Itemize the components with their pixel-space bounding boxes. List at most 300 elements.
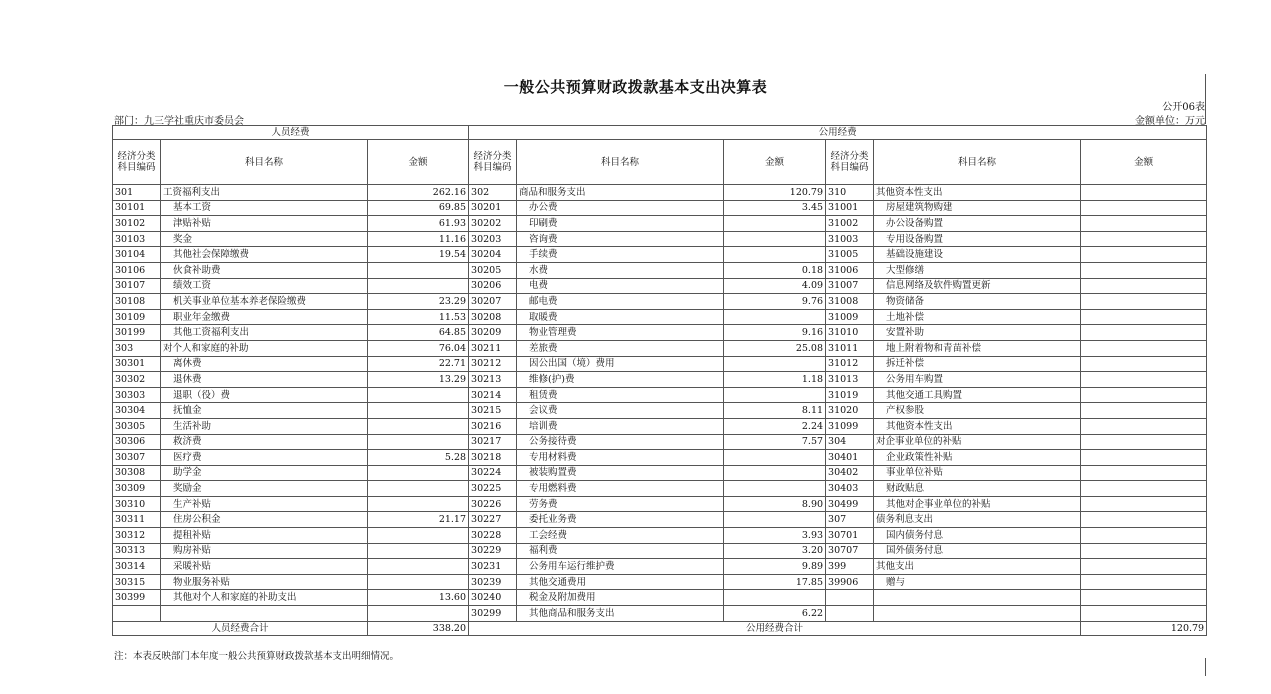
amount-cell: 9.76 [724, 294, 826, 310]
economic-code-cell: 30226 [469, 496, 517, 512]
economic-code-cell: 30229 [469, 543, 517, 559]
economic-code-cell: 30206 [469, 278, 517, 294]
amount-cell: 9.16 [724, 325, 826, 341]
item-name-cell: 物业服务补贴 [161, 574, 368, 590]
item-name-cell: 手续费 [517, 247, 724, 263]
economic-code-cell: 30306 [113, 434, 161, 450]
economic-code-cell: 30218 [469, 450, 517, 466]
item-name-cell: 企业政策性补贴 [874, 450, 1081, 466]
economic-code-cell: 31001 [826, 200, 874, 216]
amount-cell [1081, 372, 1207, 388]
economic-code-cell: 30302 [113, 372, 161, 388]
amount-cell: 76.04 [368, 340, 469, 356]
economic-code-cell: 31020 [826, 403, 874, 419]
table-row [113, 403, 1207, 419]
expenditure-table [112, 125, 1207, 636]
amount-cell: 2.24 [724, 418, 826, 434]
item-name-cell: 职业年金缴费 [161, 309, 368, 325]
item-name-cell: 印刷费 [517, 216, 724, 232]
economic-code-cell: 31006 [826, 262, 874, 278]
economic-code-cell: 30499 [826, 496, 874, 512]
economic-code-cell: 30403 [826, 481, 874, 497]
economic-code-cell: 30212 [469, 356, 517, 372]
amount-cell [724, 231, 826, 247]
amount-cell [1081, 418, 1207, 434]
amount-cell [368, 528, 469, 544]
economic-code-cell: 31010 [826, 325, 874, 341]
economic-code-cell: 30106 [113, 262, 161, 278]
item-name-cell: 物业管理费 [517, 325, 724, 341]
item-name-cell: 地上附着物和青苗补偿 [874, 340, 1081, 356]
amount-cell: 64.85 [368, 325, 469, 341]
col-header-code: 经济分类科目编码 [113, 140, 161, 185]
amount-cell [1081, 309, 1207, 325]
amount-cell [1081, 606, 1207, 622]
economic-code-cell: 30207 [469, 294, 517, 310]
amount-cell [368, 574, 469, 590]
table-row [113, 528, 1207, 544]
amount-cell: 262.16 [368, 185, 469, 201]
economic-code-cell: 30214 [469, 387, 517, 403]
amount-cell [1081, 247, 1207, 263]
economic-code-cell: 31011 [826, 340, 874, 356]
item-name-cell: 安置补助 [874, 325, 1081, 341]
amount-cell: 1.18 [724, 372, 826, 388]
personnel-total-amount: 338.20 [368, 621, 469, 635]
item-name-cell: 因公出国（境）费用 [517, 356, 724, 372]
item-name-cell: 基础设施建设 [874, 247, 1081, 263]
amount-cell [1081, 434, 1207, 450]
amount-cell: 17.85 [724, 574, 826, 590]
table-row [113, 590, 1207, 606]
item-name-cell: 救济费 [161, 434, 368, 450]
item-name-cell: 土地补偿 [874, 309, 1081, 325]
economic-code-cell: 30205 [469, 262, 517, 278]
table-row [113, 372, 1207, 388]
amount-cell [724, 590, 826, 606]
item-name-cell: 津贴补贴 [161, 216, 368, 232]
item-name-cell: 其他工资福利支出 [161, 325, 368, 341]
item-name-cell: 办公设备购置 [874, 216, 1081, 232]
item-name-cell: 机关事业单位基本养老保险缴费 [161, 294, 368, 310]
amount-cell: 3.20 [724, 543, 826, 559]
amount-cell: 69.85 [368, 200, 469, 216]
item-name-cell: 基本工资 [161, 200, 368, 216]
economic-code-cell: 31003 [826, 231, 874, 247]
economic-code-cell: 302 [469, 185, 517, 201]
item-name-cell: 提租补贴 [161, 528, 368, 544]
amount-cell [1081, 262, 1207, 278]
economic-code-cell: 30303 [113, 387, 161, 403]
form-number: 公开06表 [1162, 102, 1205, 113]
amount-cell [724, 512, 826, 528]
table-row [113, 216, 1207, 232]
page-title: 一般公共预算财政拨款基本支出决算表 [503, 78, 768, 96]
item-name-cell: 培训费 [517, 418, 724, 434]
amount-cell: 11.53 [368, 309, 469, 325]
economic-code-cell: 30299 [469, 606, 517, 622]
amount-cell [368, 262, 469, 278]
item-name-cell: 其他资本性支出 [874, 418, 1081, 434]
economic-code-cell: 30201 [469, 200, 517, 216]
amount-cell [1081, 465, 1207, 481]
amount-cell [368, 434, 469, 450]
amount-cell [724, 450, 826, 466]
item-name-cell: 工会经费 [517, 528, 724, 544]
item-name-cell: 其他交通工具购置 [874, 387, 1081, 403]
table-row [113, 512, 1207, 528]
economic-code-cell: 310 [826, 185, 874, 201]
item-name-cell: 产权参股 [874, 403, 1081, 419]
table-row [113, 543, 1207, 559]
amount-cell: 8.90 [724, 496, 826, 512]
item-name-cell: 专用材料费 [517, 450, 724, 466]
economic-code-cell: 304 [826, 434, 874, 450]
economic-code-cell: 30204 [469, 247, 517, 263]
economic-code-cell: 30307 [113, 450, 161, 466]
economic-code-cell: 31012 [826, 356, 874, 372]
economic-code-cell: 30707 [826, 543, 874, 559]
item-name-cell: 退职（役）费 [161, 387, 368, 403]
department-label: 部门：九三学社重庆市委员会 [114, 116, 244, 127]
item-name-cell: 其他交通费用 [517, 574, 724, 590]
economic-code-cell: 30216 [469, 418, 517, 434]
economic-code-cell: 31019 [826, 387, 874, 403]
economic-code-cell: 30224 [469, 465, 517, 481]
amount-cell: 3.93 [724, 528, 826, 544]
amount-cell [724, 356, 826, 372]
item-name-cell: 其他对个人和家庭的补助支出 [161, 590, 368, 606]
table-row [113, 606, 1207, 622]
item-name-cell [874, 590, 1081, 606]
table-row [113, 340, 1207, 356]
item-name-cell: 其他对企事业单位的补贴 [874, 496, 1081, 512]
amount-cell [368, 496, 469, 512]
table-row [113, 481, 1207, 497]
item-name-cell: 公务用车运行维护费 [517, 559, 724, 575]
amount-cell [724, 481, 826, 497]
item-name-cell: 邮电费 [517, 294, 724, 310]
amount-cell: 5.28 [368, 450, 469, 466]
economic-code-cell: 303 [113, 340, 161, 356]
table-row [113, 185, 1207, 201]
totals-row [113, 621, 1207, 635]
amount-cell [1081, 387, 1207, 403]
amount-cell [1081, 574, 1207, 590]
economic-code-cell: 30311 [113, 512, 161, 528]
item-name-cell: 其他社会保障缴费 [161, 247, 368, 263]
item-name-cell: 住房公积金 [161, 512, 368, 528]
amount-cell [1081, 200, 1207, 216]
economic-code-cell: 30312 [113, 528, 161, 544]
amount-cell: 22.71 [368, 356, 469, 372]
footnote: 注：本表反映部门本年度一般公共预算财政拨款基本支出明细情况。 [114, 651, 400, 662]
right-border-line-bottom [1205, 658, 1206, 676]
table-row [113, 434, 1207, 450]
amount-cell: 9.89 [724, 559, 826, 575]
table-row [113, 278, 1207, 294]
table-row [113, 231, 1207, 247]
economic-code-cell: 301 [113, 185, 161, 201]
item-name-cell: 劳务费 [517, 496, 724, 512]
item-name-cell: 电费 [517, 278, 724, 294]
amount-cell: 11.16 [368, 231, 469, 247]
table-row [113, 356, 1207, 372]
economic-code-cell: 30308 [113, 465, 161, 481]
item-name-cell: 赠与 [874, 574, 1081, 590]
item-name-cell: 大型修缮 [874, 262, 1081, 278]
amount-cell: 4.09 [724, 278, 826, 294]
item-name-cell: 咨询费 [517, 231, 724, 247]
personnel-group-header: 人员经费 [113, 126, 469, 140]
amount-cell [368, 403, 469, 419]
item-name-cell: 公务用车购置 [874, 372, 1081, 388]
amount-cell [1081, 559, 1207, 575]
item-name-cell: 债务利息支出 [874, 512, 1081, 528]
table-row [113, 418, 1207, 434]
amount-cell: 61.93 [368, 216, 469, 232]
item-name-cell: 其他商品和服务支出 [517, 606, 724, 622]
economic-code-cell: 30202 [469, 216, 517, 232]
economic-code-cell: 30399 [113, 590, 161, 606]
col-header-code: 经济分类科目编码 [469, 140, 517, 185]
economic-code-cell: 30314 [113, 559, 161, 575]
economic-code-cell: 30211 [469, 340, 517, 356]
economic-code-cell: 30304 [113, 403, 161, 419]
amount-cell [724, 216, 826, 232]
col-header-amount: 金额 [724, 140, 826, 185]
amount-cell: 19.54 [368, 247, 469, 263]
economic-code-cell: 31013 [826, 372, 874, 388]
economic-code-cell: 31002 [826, 216, 874, 232]
public-total-amount: 120.79 [1081, 621, 1207, 635]
item-name-cell: 维修(护)费 [517, 372, 724, 388]
item-name-cell: 差旅费 [517, 340, 724, 356]
col-header-amount: 金额 [368, 140, 469, 185]
amount-cell [1081, 481, 1207, 497]
amount-cell [368, 543, 469, 559]
column-header-row [113, 140, 1207, 185]
table-row [113, 294, 1207, 310]
item-name-cell: 工资福利支出 [161, 185, 368, 201]
economic-code-cell: 30228 [469, 528, 517, 544]
amount-cell [1081, 231, 1207, 247]
economic-code-cell: 30305 [113, 418, 161, 434]
table-row [113, 247, 1207, 263]
item-name-cell: 国内债务付息 [874, 528, 1081, 544]
economic-code-cell: 30240 [469, 590, 517, 606]
amount-cell [1081, 340, 1207, 356]
item-name-cell: 离休费 [161, 356, 368, 372]
economic-code-cell: 30109 [113, 309, 161, 325]
economic-code-cell: 30701 [826, 528, 874, 544]
table-row [113, 387, 1207, 403]
table-row [113, 574, 1207, 590]
amount-cell [724, 309, 826, 325]
col-header-amount: 金额 [1081, 140, 1207, 185]
amount-cell [724, 465, 826, 481]
col-header-name: 科目名称 [517, 140, 724, 185]
amount-cell: 120.79 [724, 185, 826, 201]
item-name-cell: 退休费 [161, 372, 368, 388]
item-name-cell: 公务接待费 [517, 434, 724, 450]
item-name-cell: 财政贴息 [874, 481, 1081, 497]
item-name-cell: 水费 [517, 262, 724, 278]
economic-code-cell [826, 606, 874, 622]
amount-unit-label: 金额单位：万元 [1135, 116, 1205, 127]
amount-cell: 3.45 [724, 200, 826, 216]
amount-cell [1081, 356, 1207, 372]
amount-cell [1081, 496, 1207, 512]
economic-code-cell: 30315 [113, 574, 161, 590]
amount-cell [368, 481, 469, 497]
item-name-cell: 福利费 [517, 543, 724, 559]
item-name-cell: 物资储备 [874, 294, 1081, 310]
amount-cell [1081, 450, 1207, 466]
amount-cell [368, 278, 469, 294]
public-total-label: 公用经费合计 [469, 621, 1081, 635]
table-row [113, 325, 1207, 341]
amount-cell [1081, 278, 1207, 294]
economic-code-cell: 31007 [826, 278, 874, 294]
item-name-cell: 医疗费 [161, 450, 368, 466]
economic-code-cell: 31099 [826, 418, 874, 434]
public-group-header: 公用经费 [469, 126, 1207, 140]
economic-code-cell: 30217 [469, 434, 517, 450]
amount-cell: 8.11 [724, 403, 826, 419]
item-name-cell: 伙食补助费 [161, 262, 368, 278]
economic-code-cell: 30203 [469, 231, 517, 247]
amount-cell: 23.29 [368, 294, 469, 310]
economic-code-cell: 30301 [113, 356, 161, 372]
economic-code-cell: 30239 [469, 574, 517, 590]
economic-code-cell: 30227 [469, 512, 517, 528]
item-name-cell: 委托业务费 [517, 512, 724, 528]
economic-code-cell: 30402 [826, 465, 874, 481]
economic-code-cell: 31008 [826, 294, 874, 310]
col-header-name: 科目名称 [874, 140, 1081, 185]
table-row [113, 465, 1207, 481]
item-name-cell: 奖金 [161, 231, 368, 247]
economic-code-cell: 30199 [113, 325, 161, 341]
amount-cell: 25.08 [724, 340, 826, 356]
amount-cell: 13.60 [368, 590, 469, 606]
economic-code-cell: 30231 [469, 559, 517, 575]
economic-code-cell: 30101 [113, 200, 161, 216]
amount-cell [1081, 216, 1207, 232]
economic-code-cell: 30309 [113, 481, 161, 497]
amount-cell [1081, 325, 1207, 341]
amount-cell [1081, 403, 1207, 419]
table-row [113, 200, 1207, 216]
amount-cell: 21.17 [368, 512, 469, 528]
item-name-cell: 生产补贴 [161, 496, 368, 512]
item-name-cell: 其他支出 [874, 559, 1081, 575]
item-name-cell: 租赁费 [517, 387, 724, 403]
item-name-cell: 被装购置费 [517, 465, 724, 481]
economic-code-cell: 30103 [113, 231, 161, 247]
economic-code-cell: 31005 [826, 247, 874, 263]
economic-code-cell: 30401 [826, 450, 874, 466]
economic-code-cell: 31009 [826, 309, 874, 325]
amount-cell [724, 247, 826, 263]
amount-cell [1081, 543, 1207, 559]
table-row [113, 309, 1207, 325]
group-header-row [113, 126, 1207, 140]
economic-code-cell: 30107 [113, 278, 161, 294]
col-header-name: 科目名称 [161, 140, 368, 185]
table-row [113, 496, 1207, 512]
amount-cell [1081, 528, 1207, 544]
economic-code-cell [113, 606, 161, 622]
economic-code-cell: 30108 [113, 294, 161, 310]
amount-cell [368, 606, 469, 622]
economic-code-cell: 30225 [469, 481, 517, 497]
item-name-cell: 国外债务付息 [874, 543, 1081, 559]
amount-cell [1081, 294, 1207, 310]
economic-code-cell: 30310 [113, 496, 161, 512]
item-name-cell: 商品和服务支出 [517, 185, 724, 201]
item-name-cell: 采暖补贴 [161, 559, 368, 575]
item-name-cell: 取暖费 [517, 309, 724, 325]
economic-code-cell: 30313 [113, 543, 161, 559]
item-name-cell: 房屋建筑物购建 [874, 200, 1081, 216]
item-name-cell: 办公费 [517, 200, 724, 216]
amount-cell: 7.57 [724, 434, 826, 450]
item-name-cell: 专用设备购置 [874, 231, 1081, 247]
item-name-cell: 其他资本性支出 [874, 185, 1081, 201]
item-name-cell: 拆迁补偿 [874, 356, 1081, 372]
economic-code-cell: 30209 [469, 325, 517, 341]
economic-code-cell: 30102 [113, 216, 161, 232]
amount-cell: 0.18 [724, 262, 826, 278]
table-row [113, 450, 1207, 466]
item-name-cell: 事业单位补贴 [874, 465, 1081, 481]
amount-cell [368, 387, 469, 403]
item-name-cell: 抚恤金 [161, 403, 368, 419]
col-header-code: 经济分类科目编码 [826, 140, 874, 185]
amount-cell [1081, 590, 1207, 606]
item-name-cell: 税金及附加费用 [517, 590, 724, 606]
economic-code-cell: 30213 [469, 372, 517, 388]
amount-cell [368, 418, 469, 434]
item-name-cell: 对企事业单位的补贴 [874, 434, 1081, 450]
amount-cell [368, 465, 469, 481]
item-name-cell: 绩效工资 [161, 278, 368, 294]
economic-code-cell: 30215 [469, 403, 517, 419]
table-row [113, 262, 1207, 278]
personnel-total-label: 人员经费合计 [113, 621, 368, 635]
item-name-cell [874, 606, 1081, 622]
item-name-cell: 信息网络及软件购置更新 [874, 278, 1081, 294]
amount-cell [724, 387, 826, 403]
amount-cell [1081, 512, 1207, 528]
item-name-cell: 购房补贴 [161, 543, 368, 559]
table-row [113, 559, 1207, 575]
economic-code-cell: 307 [826, 512, 874, 528]
item-name-cell: 对个人和家庭的补助 [161, 340, 368, 356]
item-name-cell: 会议费 [517, 403, 724, 419]
economic-code-cell: 30104 [113, 247, 161, 263]
economic-code-cell: 30208 [469, 309, 517, 325]
item-name-cell: 生活补助 [161, 418, 368, 434]
item-name-cell: 奖励金 [161, 481, 368, 497]
item-name-cell [161, 606, 368, 622]
amount-cell: 6.22 [724, 606, 826, 622]
amount-cell [368, 559, 469, 575]
amount-cell: 13.29 [368, 372, 469, 388]
economic-code-cell: 39906 [826, 574, 874, 590]
